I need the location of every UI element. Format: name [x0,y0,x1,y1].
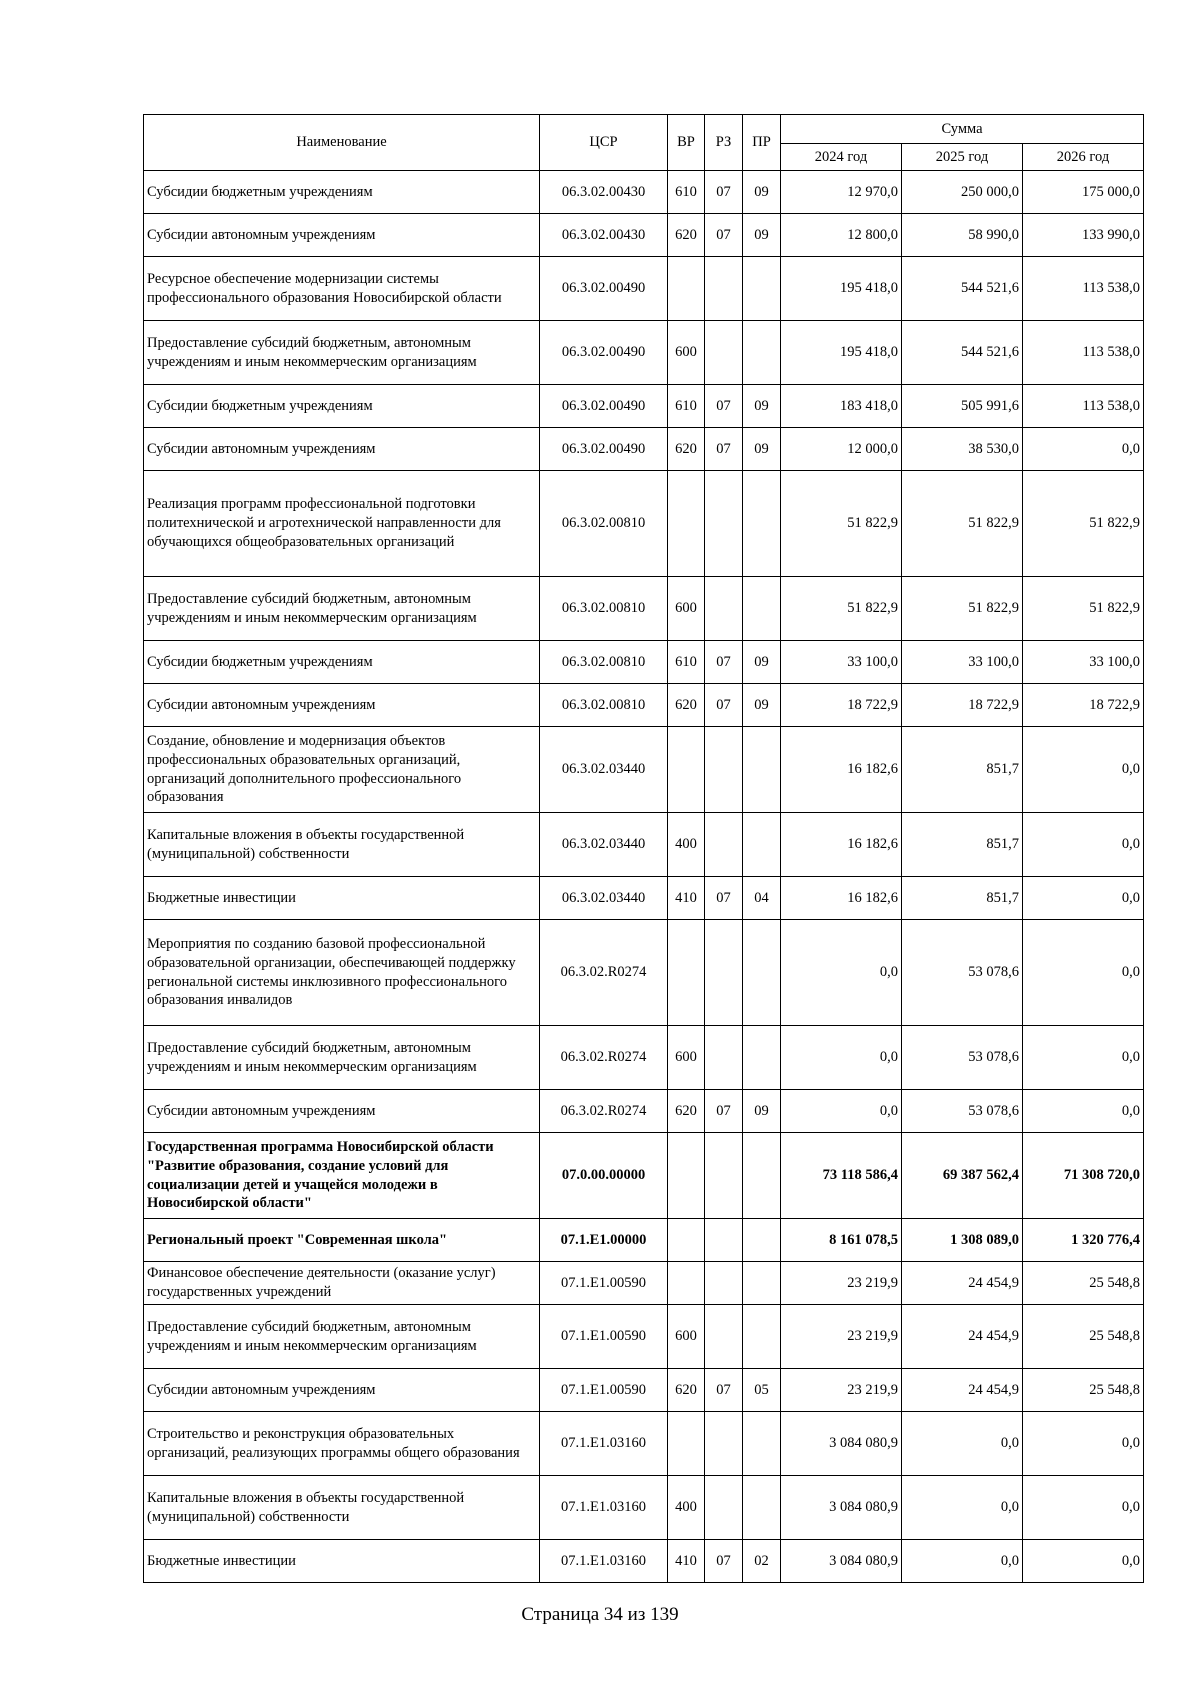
cell-y2026: 0,0 [1023,1090,1144,1133]
cell-y2026: 0,0 [1023,1476,1144,1540]
cell-csr: 06.3.02.00810 [540,577,668,641]
table-row [144,214,1144,257]
cell-y2026: 25 548,8 [1023,1369,1144,1412]
cell-pr [743,321,781,385]
table-row [144,1540,1144,1583]
cell-name: Ресурсное обеспечение модернизации системы профессионального образования Новосибирской области [144,257,540,321]
cell-y2025: 851,7 [902,813,1023,877]
cell-name: Строительство и реконструкция образовательных организаций, реализующих программы общего образования [144,1412,540,1476]
header-year-2025: 2025 год [902,144,1023,171]
cell-pr [743,813,781,877]
cell-y2025: 33 100,0 [902,641,1023,684]
cell-csr: 06.3.02.00490 [540,428,668,471]
cell-y2025: 851,7 [902,877,1023,920]
cell-rz: 07 [705,1369,743,1412]
cell-csr: 07.1.E1.03160 [540,1540,668,1583]
cell-pr: 02 [743,1540,781,1583]
cell-pr [743,257,781,321]
table-row [144,471,1144,577]
cell-y2024: 0,0 [781,920,902,1026]
cell-csr: 06.3.02.03440 [540,813,668,877]
cell-rz [705,1262,743,1305]
cell-vr: 400 [668,1476,705,1540]
cell-name: Бюджетные инвестиции [144,877,540,920]
cell-rz: 07 [705,171,743,214]
header-year-2024: 2024 год [781,144,902,171]
cell-pr [743,920,781,1026]
cell-y2024: 33 100,0 [781,641,902,684]
table-row [144,1412,1144,1476]
cell-y2024: 23 219,9 [781,1305,902,1369]
table-row [144,171,1144,214]
cell-csr: 06.3.02.R0274 [540,1090,668,1133]
cell-name: Предоставление субсидий бюджетным, автономным учреждениям и иным некоммерческим организациям [144,577,540,641]
table-row [144,1219,1144,1262]
cell-y2024: 51 822,9 [781,577,902,641]
cell-rz [705,577,743,641]
cell-y2024: 23 219,9 [781,1262,902,1305]
cell-vr [668,1219,705,1262]
cell-pr: 05 [743,1369,781,1412]
cell-name: Субсидии бюджетным учреждениям [144,641,540,684]
table-row [144,577,1144,641]
cell-y2024: 3 084 080,9 [781,1476,902,1540]
cell-vr: 400 [668,813,705,877]
cell-y2024: 73 118 586,4 [781,1133,902,1219]
table-row [144,1090,1144,1133]
cell-y2026: 51 822,9 [1023,471,1144,577]
cell-y2026: 175 000,0 [1023,171,1144,214]
cell-vr: 410 [668,1540,705,1583]
cell-name: Субсидии автономным учреждениям [144,1090,540,1133]
cell-pr: 09 [743,385,781,428]
cell-y2024: 12 000,0 [781,428,902,471]
cell-name: Субсидии автономным учреждениям [144,428,540,471]
cell-csr: 06.3.02.R0274 [540,1026,668,1090]
table-row [144,428,1144,471]
cell-name: Государственная программа Новосибирской области "Развитие образования, создание условий для социализации детей и учащейся молодежи в Новосибирской области" [144,1133,540,1219]
cell-pr [743,1305,781,1369]
table-row [144,813,1144,877]
cell-y2026: 51 822,9 [1023,577,1144,641]
cell-y2025: 851,7 [902,727,1023,813]
cell-vr [668,920,705,1026]
cell-pr: 09 [743,641,781,684]
cell-y2025: 53 078,6 [902,1026,1023,1090]
table-row [144,877,1144,920]
cell-y2024: 16 182,6 [781,877,902,920]
cell-y2024: 0,0 [781,1026,902,1090]
cell-y2025: 250 000,0 [902,171,1023,214]
cell-vr: 600 [668,321,705,385]
cell-rz [705,1219,743,1262]
header-csr: ЦСР [540,115,668,171]
cell-pr: 09 [743,684,781,727]
cell-y2025: 24 454,9 [902,1305,1023,1369]
header-row [144,115,1144,144]
cell-pr [743,577,781,641]
cell-y2026: 25 548,8 [1023,1262,1144,1305]
header-year-2026: 2026 год [1023,144,1144,171]
cell-y2025: 544 521,6 [902,321,1023,385]
cell-vr: 620 [668,684,705,727]
cell-name: Предоставление субсидий бюджетным, автономным учреждениям и иным некоммерческим организациям [144,1305,540,1369]
cell-y2024: 23 219,9 [781,1369,902,1412]
cell-y2026: 0,0 [1023,813,1144,877]
cell-rz [705,1476,743,1540]
cell-pr [743,1219,781,1262]
cell-pr: 04 [743,877,781,920]
cell-csr: 07.1.E1.03160 [540,1476,668,1540]
cell-vr: 600 [668,1305,705,1369]
cell-rz: 07 [705,877,743,920]
cell-vr: 620 [668,214,705,257]
cell-y2025: 38 530,0 [902,428,1023,471]
cell-name: Бюджетные инвестиции [144,1540,540,1583]
cell-name: Субсидии автономным учреждениям [144,1369,540,1412]
cell-csr: 06.3.02.00810 [540,684,668,727]
cell-rz: 07 [705,385,743,428]
cell-csr: 06.3.02.R0274 [540,920,668,1026]
cell-y2026: 0,0 [1023,920,1144,1026]
cell-rz: 07 [705,1090,743,1133]
cell-y2026: 113 538,0 [1023,257,1144,321]
cell-y2026: 0,0 [1023,1412,1144,1476]
header-sum: Сумма [781,115,1144,144]
cell-y2026: 1 320 776,4 [1023,1219,1144,1262]
budget-table [143,114,1144,1583]
cell-name: Создание, обновление и модернизация объектов профессиональных образовательных организаций, организаций дополнительного профессионального образования [144,727,540,813]
cell-name: Субсидии автономным учреждениям [144,684,540,727]
cell-y2026: 0,0 [1023,877,1144,920]
cell-name: Капитальные вложения в объекты государственной (муниципальной) собственности [144,813,540,877]
cell-y2025: 53 078,6 [902,1090,1023,1133]
table-row [144,1026,1144,1090]
cell-pr: 09 [743,428,781,471]
cell-rz [705,1305,743,1369]
table-row [144,1369,1144,1412]
cell-csr: 07.0.00.00000 [540,1133,668,1219]
cell-csr: 06.3.02.00490 [540,321,668,385]
cell-rz [705,727,743,813]
cell-y2024: 3 084 080,9 [781,1412,902,1476]
cell-vr: 600 [668,577,705,641]
cell-vr: 620 [668,1369,705,1412]
cell-y2026: 0,0 [1023,1026,1144,1090]
cell-rz [705,1026,743,1090]
header-name: Наименование [144,115,540,171]
cell-y2025: 0,0 [902,1540,1023,1583]
cell-y2024: 195 418,0 [781,257,902,321]
cell-csr: 06.3.02.03440 [540,727,668,813]
cell-name: Капитальные вложения в объекты государственной (муниципальной) собственности [144,1476,540,1540]
cell-vr: 620 [668,428,705,471]
table-row [144,920,1144,1026]
cell-name: Реализация программ профессиональной подготовки политехнической и агротехнической направленности для обучающихся общеобразовательных организаций [144,471,540,577]
table-row [144,321,1144,385]
cell-y2024: 195 418,0 [781,321,902,385]
cell-y2025: 53 078,6 [902,920,1023,1026]
cell-rz: 07 [705,214,743,257]
table-row [144,1476,1144,1540]
cell-y2026: 18 722,9 [1023,684,1144,727]
cell-pr [743,1026,781,1090]
cell-name: Предоставление субсидий бюджетным, автономным учреждениям и иным некоммерческим организациям [144,1026,540,1090]
cell-y2025: 0,0 [902,1412,1023,1476]
cell-pr [743,1476,781,1540]
cell-y2024: 183 418,0 [781,385,902,428]
cell-csr: 06.3.02.00810 [540,641,668,684]
table-row [144,684,1144,727]
cell-csr: 06.3.02.00430 [540,171,668,214]
cell-vr [668,1133,705,1219]
cell-y2024: 16 182,6 [781,727,902,813]
table-row [144,257,1144,321]
cell-vr: 610 [668,385,705,428]
cell-y2024: 18 722,9 [781,684,902,727]
cell-pr [743,1412,781,1476]
cell-pr [743,471,781,577]
cell-y2026: 133 990,0 [1023,214,1144,257]
cell-rz: 07 [705,684,743,727]
cell-name: Финансовое обеспечение деятельности (оказание услуг) государственных учреждений [144,1262,540,1305]
cell-name: Субсидии бюджетным учреждениям [144,385,540,428]
cell-csr: 06.3.02.00490 [540,385,668,428]
cell-y2025: 51 822,9 [902,471,1023,577]
cell-rz: 07 [705,641,743,684]
cell-vr [668,1412,705,1476]
cell-y2024: 8 161 078,5 [781,1219,902,1262]
cell-csr: 07.1.E1.00590 [540,1305,668,1369]
cell-csr: 06.3.02.00490 [540,257,668,321]
cell-rz [705,813,743,877]
cell-name: Предоставление субсидий бюджетным, автономным учреждениям и иным некоммерческим организациям [144,321,540,385]
header-pr: ПР [743,115,781,171]
cell-csr: 07.1.E1.00590 [540,1369,668,1412]
cell-y2026: 113 538,0 [1023,321,1144,385]
cell-rz [705,1133,743,1219]
cell-pr [743,1133,781,1219]
cell-y2026: 71 308 720,0 [1023,1133,1144,1219]
cell-y2025: 24 454,9 [902,1262,1023,1305]
cell-rz [705,321,743,385]
cell-y2025: 505 991,6 [902,385,1023,428]
cell-y2025: 51 822,9 [902,577,1023,641]
cell-vr [668,727,705,813]
table-row [144,641,1144,684]
table-row [144,1262,1144,1305]
cell-vr: 600 [668,1026,705,1090]
cell-y2025: 24 454,9 [902,1369,1023,1412]
cell-y2024: 51 822,9 [781,471,902,577]
cell-y2026: 0,0 [1023,428,1144,471]
cell-y2026: 0,0 [1023,727,1144,813]
cell-y2024: 3 084 080,9 [781,1540,902,1583]
cell-rz: 07 [705,428,743,471]
cell-pr [743,727,781,813]
cell-y2024: 16 182,6 [781,813,902,877]
cell-csr: 07.1.E1.00590 [540,1262,668,1305]
cell-csr: 07.1.E1.03160 [540,1412,668,1476]
cell-name: Мероприятия по созданию базовой профессиональной образовательной организации, обеспечивающей поддержку региональной системы инклюзивного профессионального образования инвалидов [144,920,540,1026]
cell-y2025: 18 722,9 [902,684,1023,727]
cell-csr: 06.3.02.03440 [540,877,668,920]
table-body [144,171,1144,1583]
cell-vr [668,257,705,321]
cell-rz [705,1412,743,1476]
header-vr: ВР [668,115,705,171]
cell-name: Субсидии бюджетным учреждениям [144,171,540,214]
cell-y2025: 69 387 562,4 [902,1133,1023,1219]
cell-y2025: 544 521,6 [902,257,1023,321]
table-row [144,385,1144,428]
cell-rz: 07 [705,1540,743,1583]
cell-pr: 09 [743,214,781,257]
cell-y2025: 1 308 089,0 [902,1219,1023,1262]
cell-y2026: 25 548,8 [1023,1305,1144,1369]
cell-y2026: 113 538,0 [1023,385,1144,428]
cell-vr: 410 [668,877,705,920]
cell-rz [705,471,743,577]
cell-name: Субсидии автономным учреждениям [144,214,540,257]
cell-y2026: 33 100,0 [1023,641,1144,684]
cell-name: Региональный проект "Современная школа" [144,1219,540,1262]
cell-vr: 610 [668,641,705,684]
cell-y2024: 12 800,0 [781,214,902,257]
cell-csr: 07.1.E1.00000 [540,1219,668,1262]
cell-y2024: 12 970,0 [781,171,902,214]
cell-pr [743,1262,781,1305]
table-row [144,1305,1144,1369]
table-row [144,727,1144,813]
cell-vr [668,471,705,577]
table-row [144,1133,1144,1219]
cell-vr: 620 [668,1090,705,1133]
cell-y2026: 0,0 [1023,1540,1144,1583]
cell-csr: 06.3.02.00430 [540,214,668,257]
cell-pr: 09 [743,171,781,214]
page-number: Страница 34 из 139 [521,1604,679,1625]
cell-vr: 610 [668,171,705,214]
cell-rz [705,257,743,321]
header-rz: РЗ [705,115,743,171]
cell-y2025: 0,0 [902,1476,1023,1540]
cell-vr [668,1262,705,1305]
cell-csr: 06.3.02.00810 [540,471,668,577]
cell-y2025: 58 990,0 [902,214,1023,257]
cell-pr: 09 [743,1090,781,1133]
cell-rz [705,920,743,1026]
cell-y2024: 0,0 [781,1090,902,1133]
